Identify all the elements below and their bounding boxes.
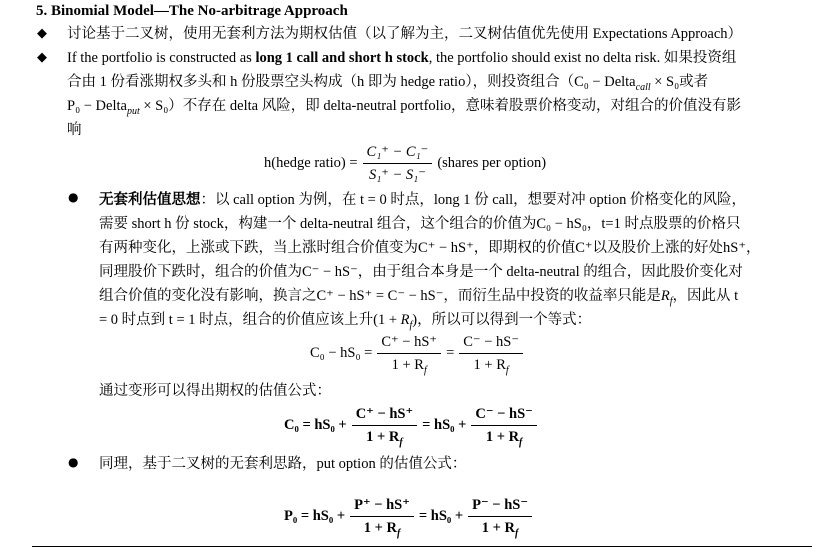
diamond-bullet-icon: ◆ bbox=[37, 50, 47, 65]
fraction bbox=[468, 496, 532, 537]
equals-sign: = bbox=[446, 345, 455, 361]
bullet-2-line-3 bbox=[67, 96, 741, 116]
formula-middle: = hS₀ + bbox=[422, 417, 467, 433]
text-segment: × S₀）不存在 delta 风险，即 delta-neutral portfolio，意味着股票价格变动，对组合的价值没有影 bbox=[139, 98, 741, 114]
fraction bbox=[471, 405, 536, 446]
bullet-2-line-1 bbox=[67, 48, 736, 68]
text-segment: 合由 1 份看涨期权多头和 h 份股票空头构成（h 即为 hedge ratio），则投资组合（C₀ − Delta bbox=[67, 74, 636, 90]
denominator-text: 1 + R bbox=[363, 520, 397, 536]
emphasis-text: long 1 call and short h stock bbox=[255, 50, 429, 66]
sub-1-line-6 bbox=[99, 310, 591, 330]
fraction bbox=[352, 405, 417, 446]
text-segment: ：以 call option 为例，在 t = 0 时点，long 1 份 call，想要对冲 option 价格变化的风险， bbox=[200, 192, 746, 208]
formula-lhs: h(hedge ratio) = bbox=[264, 155, 358, 171]
fraction bbox=[377, 333, 441, 374]
bullet-2-line-4: 响 bbox=[67, 122, 82, 138]
subscript: f bbox=[399, 436, 403, 448]
denominator-text: 1 + R bbox=[481, 520, 516, 536]
transform-text: 通过变形可以得出期权的估值公式： bbox=[99, 383, 331, 399]
bullet-2-line-2 bbox=[67, 72, 708, 92]
subscript: f bbox=[409, 319, 413, 331]
sub-1-line-1 bbox=[99, 190, 746, 210]
subscript: f bbox=[519, 436, 523, 448]
subscript: f bbox=[423, 364, 427, 376]
fraction-denominator bbox=[388, 354, 431, 374]
sub-1-line-4: 同理股价下跌时，组合的价值为C⁻ − hS⁻，由于组合本身是一个 delta-neutral 的组合，因此股价变化对 bbox=[99, 264, 743, 280]
subscript: f bbox=[669, 295, 673, 307]
denominator-text: 1 + R bbox=[473, 357, 506, 373]
text-segment: 组合价值的变化没有影响，换言之C⁺ − hS⁺ = C⁻ − hS⁻，而衍生品中投资的收益率只能是 bbox=[99, 288, 661, 304]
formula-suffix: (shares per option) bbox=[437, 155, 547, 171]
subscript: f bbox=[515, 527, 519, 539]
bottom-divider bbox=[32, 546, 812, 547]
fraction-numerator: C₁⁺ − C₁⁻ bbox=[363, 143, 433, 164]
fraction-numerator: P⁺ − hS⁺ bbox=[350, 496, 414, 517]
denominator-text: 1 + R bbox=[485, 429, 520, 445]
fraction-denominator bbox=[360, 517, 405, 537]
fraction-denominator: S₁⁺ − S₁⁻ bbox=[368, 167, 426, 183]
fraction-numerator: P⁻ − hS⁻ bbox=[468, 496, 532, 517]
text-segment: ，因此从 t bbox=[672, 288, 739, 304]
fraction-denominator bbox=[362, 426, 407, 446]
subscript: put bbox=[126, 105, 140, 117]
sub-1-title: 无套利估值思想 bbox=[99, 192, 201, 208]
subscript: f bbox=[396, 527, 401, 539]
sub-1-line-2: 需要 short h 份 stock，构建一个 delta-neutral 组合，这个组合的价值为C₀ − hS₀，t=1 时点股票的价格只 bbox=[99, 216, 741, 232]
fraction-denominator bbox=[482, 426, 527, 446]
sub-2-text: 同理，基于二叉树的无套利思路，put option 的估值公式： bbox=[99, 456, 467, 472]
text-segment: If the portfolio is constructed as bbox=[67, 50, 256, 66]
round-bullet-icon: ● bbox=[68, 190, 79, 204]
formula-lhs: C₀ = hS₀ + bbox=[284, 417, 347, 433]
denominator-text: 1 + R bbox=[366, 429, 400, 445]
subscript: call bbox=[635, 81, 651, 93]
formula-middle: = hS₀ + bbox=[418, 508, 464, 524]
fraction-numerator: C⁻ − hS⁻ bbox=[471, 405, 536, 426]
diamond-bullet-icon: ◆ bbox=[37, 26, 47, 41]
sub-1-line-3: 有两种变化，上涨或下跌，当上涨时组合价值变为C⁺ − hS⁺，即期权的价值C⁺以及股价上涨的好处hS⁺， bbox=[99, 240, 761, 256]
equation-put-value bbox=[282, 496, 535, 537]
text-segment: , the portfolio should exist no delta risk. 如果投资组 bbox=[428, 50, 737, 66]
fraction bbox=[350, 496, 414, 537]
fraction bbox=[459, 333, 523, 374]
round-bullet-icon: ● bbox=[68, 455, 79, 469]
text-segment: × S₀或者 bbox=[650, 74, 709, 90]
sub-1-line-5 bbox=[99, 286, 738, 306]
subscript: f bbox=[505, 364, 509, 376]
equation-portfolio-value bbox=[308, 333, 526, 374]
rf-symbol: R bbox=[400, 312, 410, 328]
hedge-ratio-formula bbox=[262, 143, 548, 184]
formula-lhs: C₀ − hS₀ = bbox=[310, 345, 373, 361]
fraction bbox=[363, 143, 433, 184]
equation-call-value bbox=[282, 405, 540, 446]
rf-symbol: R bbox=[660, 288, 670, 304]
fraction-denominator bbox=[478, 517, 523, 537]
formula-lhs: P₀ = hS₀ + bbox=[284, 508, 346, 524]
text-segment: )，所以可以得到一个等式： bbox=[412, 312, 592, 328]
fraction-numerator: C⁺ − hS⁺ bbox=[377, 333, 441, 354]
fraction-denominator bbox=[470, 354, 513, 374]
section-heading: 5. Binomial Model—The No-arbitrage Approach bbox=[36, 3, 348, 19]
text-segment: = 0 时点到 t = 1 时点，组合的价值应该上升(1 + bbox=[99, 312, 401, 328]
denominator-text: 1 + R bbox=[391, 357, 424, 373]
fraction-numerator: C⁻ − hS⁻ bbox=[459, 333, 523, 354]
bullet-1-text: 讨论基于二叉树，使用无套利方法为期权估值（以了解为主，二叉树估值优先使用 Expectations Approach） bbox=[67, 26, 743, 42]
text-segment: P₀ − Delta bbox=[67, 98, 127, 114]
fraction-numerator: C⁺ − hS⁺ bbox=[352, 405, 417, 426]
